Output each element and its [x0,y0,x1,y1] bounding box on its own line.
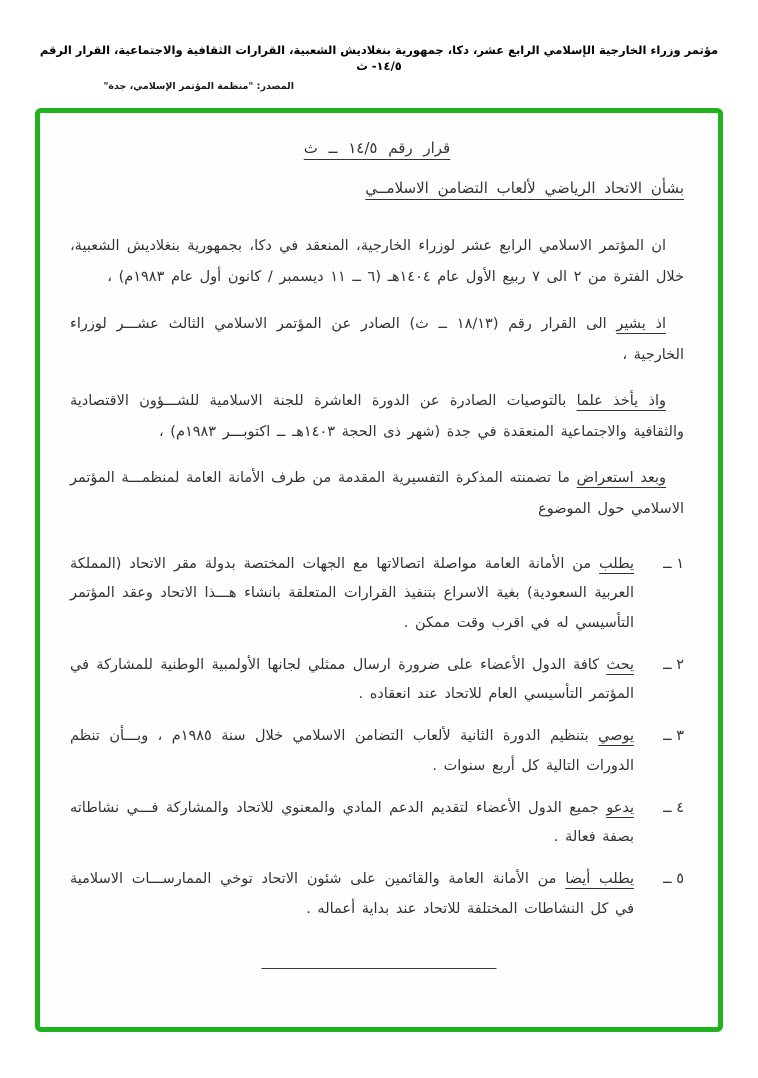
header-title: مؤتمر وزراء الخارجية الإسلامي الرابع عشر، دكا، جمهورية بنغلاديش الشعبية، القرارات الثقافية والاجتماعية، القرار الرقم ١٤/٥- ث [39,43,719,74]
item-body: من الأمانة العامة والقائمين على شئون الاتحاد توخي الممارســـات الاسلامية في كل النشاطات المختلفة للاتحاد عند بداية أعماله . [70,871,634,917]
paragraph-lead: واذ يأخذ علما [576,392,666,409]
paragraph-lead: وبعد استعراض [576,470,666,487]
item-body: بتنظيم الدورة الثانية لألعاب التضامن الاسلامي خلال سنة ١٩٨٥م ، وبـــأن تنظم الدورات التالية كل أربع سنوات . [70,728,634,774]
preamble-paragraph [70,309,684,371]
resolution-item [70,651,684,710]
item-number: ٥ ــ [663,871,684,888]
item-lead: يطلب [599,555,634,572]
item-text [70,722,634,781]
paragraph-text: الى القرار رقم (١٨/١٣ ــ ث) الصادر عن المؤتمر الاسلامي الثالث عشـــر لوزراء الخارجية ، [70,315,684,363]
resolution-item [70,722,684,781]
header-source: المصدر: "منظمة المؤتمر الإسلامي، جدة" [103,81,294,93]
resolution-subject-title [70,179,684,197]
item-text [70,865,634,924]
preamble-paragraph [70,463,684,525]
resolution-body [70,231,684,525]
item-number: ٢ ــ [663,656,684,673]
item-text [70,651,634,710]
resolution-item [70,794,684,853]
item-lead: يدعو [606,799,634,816]
item-lead: يحث [606,656,634,673]
item-body: كافة الدول الأعضاء على ضرورة ارسال ممثلي لجانها الأولمبية الوطنية للمشاركة في المؤتمر التأسيسي العام للاتحاد عند انعقاده . [70,656,634,703]
paragraph-lead: اذ يشير [616,315,666,332]
resolution-number-text: قرار رقم ١٤/٥ ــ ث [303,139,451,158]
paragraph-text: ان المؤتمر الاسلامي الرابع عشر لوزراء الخارجية، المنعقد في دكا، بجمهورية بنغلاديش الشعبية، خلال الفترة من ٢ الى ٧ ربيع الأول عام ١٤٠٤هـ (٦ ــ ١١ ديسمبر / كانون أول عام ١٩٨٣م) ، [70,238,684,286]
item-number: ٣ ــ [663,728,684,745]
resolution-number-title [70,139,684,157]
resolution-items [70,550,684,925]
preamble-paragraph [70,386,684,448]
resolution-item [70,550,684,639]
item-body: من الأمانة العامة مواصلة اتصالاتها مع الجهات المختصة بدولة مقر الاتحاد (المملكة العربية السعودية) بغية الاسراع بتنفيذ القرارات المتعلقة بانشاء هـــذا الاتحاد وعقد المؤتمر التأسيسي له في اقرب وقت ممكن . [70,555,634,631]
resolution-subject-text: بشأن الاتحاد الرياضي لألعاب التضامن الاسلامــي [365,179,684,198]
scanned-document-frame [35,108,723,1032]
item-number: ٤ ــ [663,799,684,816]
footer-divider [262,968,497,969]
paragraph-text: ما تضمنته المذكرة التفسيرية المقدمة من طرف الأمانة العامة لمنظمـــة المؤتمر الاسلامي حول الموضوع [70,470,684,518]
item-body: جميع الدول الأعضاء لتقديم الدعم المادي والمعنوي للاتحاد والمشاركة فـــي نشاطاته بصفة فعالة . [70,799,634,846]
item-text [70,550,634,639]
document-header [0,0,758,96]
item-text [70,794,634,853]
paragraph-text: بالتوصيات الصادرة عن الدورة العاشرة للجنة الاسلامية للشـــؤون الاقتصادية والثقافية والاجتماعية المنعقدة في جدة (شهر ذى الحجة ١٤٠٣هـ ــ اكتوبـــر ١٩٨٣م) ، [70,392,684,441]
item-lead: يوصي [598,728,634,745]
item-number: ١ ــ [663,555,684,572]
item-lead: يطلب أيضا [565,871,634,888]
preamble-paragraph [70,231,684,293]
resolution-item [70,865,684,924]
